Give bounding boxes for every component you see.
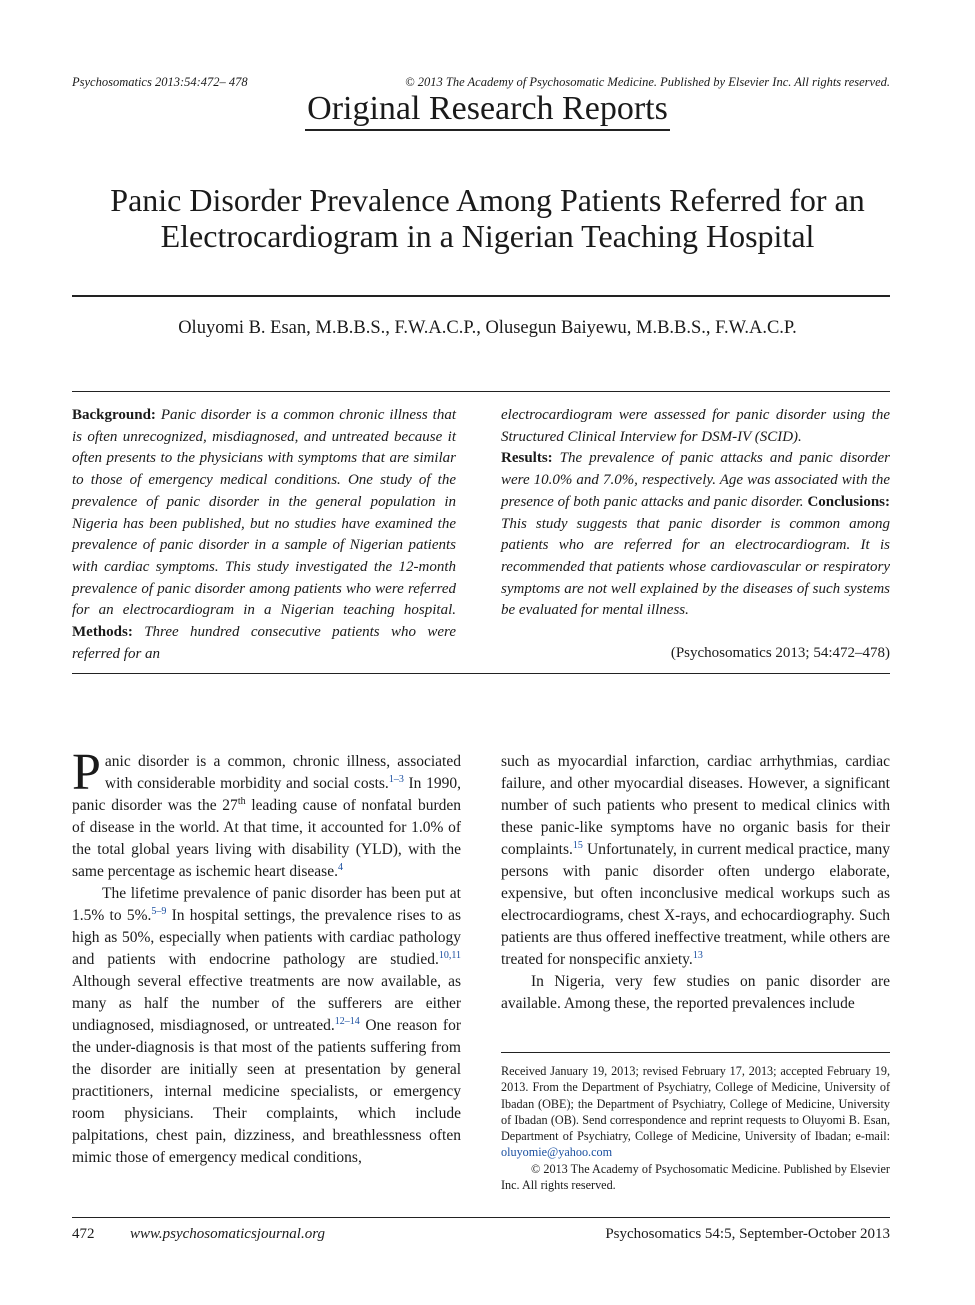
abstract-right-column bbox=[501, 405, 890, 622]
reference-link[interactable]: 13 bbox=[692, 949, 703, 961]
abstract-top-rule bbox=[72, 391, 890, 392]
header-copyright: © 2013 The Academy of Psychosomatic Medicine. Published by Elsevier Inc. All rights reserved. bbox=[405, 75, 890, 89]
reference-link[interactable]: 12–14 bbox=[334, 1015, 360, 1027]
journal-url[interactable]: www.psychosomaticsjournal.org bbox=[130, 1226, 326, 1242]
reference-link[interactable]: 15 bbox=[572, 839, 583, 851]
abstract-citation: (Psychosomatics 2013; 54:472–478) bbox=[670, 645, 890, 661]
abstract-left-column bbox=[72, 405, 456, 665]
p1-text-c: leading cause of nonfatal burden of disease in the world. At that time, it accounted for 1.0% of the total global years living with disability (YLD), with the same percentage as ischemic heart disease. bbox=[72, 797, 462, 880]
abstract-bottom-rule bbox=[72, 673, 890, 674]
title-line-1: Panic Disorder Prevalence Among Patients Referred for an bbox=[110, 182, 865, 218]
results-label: Results: bbox=[501, 450, 553, 467]
received-note bbox=[501, 1063, 890, 1161]
p1-text-a: anic disorder is a common, chronic illness, associated with considerable morbidity and social costs. bbox=[104, 753, 461, 792]
p1-text-b: In 1990, panic disorder was the 27 bbox=[72, 775, 461, 814]
drop-cap: P bbox=[72, 744, 101, 801]
footer-rule bbox=[72, 1217, 890, 1218]
p3-text-a: such as myocardial infarction, cardiac arrhythmias, cardiac failure, and other myocardial diseases. However, a significant number of such patients who present to medical clinics with these panic-like symptoms have no organic basis for their complaints. bbox=[501, 753, 890, 858]
body-paragraph-3 bbox=[501, 751, 890, 971]
background-label: Background: bbox=[72, 407, 156, 423]
p2-text-b: In hospital settings, the prevalence rises to as high as 50%, especially when patients with cardiac pathology and patients with endocrine pathology are studied. bbox=[72, 907, 461, 968]
reference-link[interactable]: 10,11 bbox=[438, 949, 461, 961]
body-left-column bbox=[72, 744, 462, 1169]
conclusions-label: Conclusions: bbox=[807, 493, 890, 510]
p2-text-d: One reason for the under-diagnosis is that most of the patients suffering from the disorder are initially seen at presentation by general practitioners, internal medicine specialists, or emergency room physicians. Their complaints, which include palpitations, chest pain, dizziness, and breathlessness often mimic those of emergency medical conditions, bbox=[72, 1017, 461, 1166]
body-paragraph-2 bbox=[72, 883, 461, 1169]
body-right-column bbox=[501, 751, 890, 1015]
authors: Oluyomi B. Esan, M.B.B.S., F.W.A.C.P., Olusegun Baiyewu, M.B.B.S., F.W.A.C.P. bbox=[178, 318, 797, 338]
p2-text-a: The lifetime prevalence of panic disorder has been put at 1.5% to 5%. bbox=[72, 885, 461, 924]
body-paragraph-1 bbox=[72, 744, 462, 883]
p2-text-c: Although several effective treatments are now available, as many as half the number of the sufferers are either undiagnosed, misdiagnosed, or untreated. bbox=[72, 973, 461, 1034]
title-rule bbox=[72, 295, 890, 297]
reference-link[interactable]: 5–9 bbox=[151, 905, 167, 917]
notes-copyright: © 2013 The Academy of Psychosomatic Medicine. Published by Elsevier Inc. All rights reserved. bbox=[501, 1161, 890, 1193]
article-notes bbox=[501, 1063, 890, 1193]
received-text: Received January 19, 2013; revised February 17, 2013; accepted February 19, 2013. From the Department of Psychiatry, College of Medicine, University of Ibadan (OBE); the Department of Psychiatry, College of Medicine, University of Ibadan (OB). Send correspondence and reprint requests to Oluyomi B. Esan, Department of Psychiatry, College of Medicine, University of Ibadan; e-mail: bbox=[501, 1064, 890, 1144]
notes-rule bbox=[501, 1052, 890, 1053]
p3-text-b: Unfortunately, in current medical practice, many persons with panic disorder often undergo elaborate, expensive, but often inconclusive medical workups such as electrocardiograms, chest X-rays, and echocardiography. Such patients are thus offered ineffective treatment, while others are treated for nonspecific anxiety. bbox=[501, 841, 890, 968]
reference-link[interactable]: 4 bbox=[337, 861, 343, 873]
methods-label: Methods: bbox=[72, 624, 133, 641]
ordinal-superscript: th bbox=[237, 795, 246, 807]
journal-issue: Psychosomatics 54:5, September-October 2013 bbox=[605, 1226, 890, 1242]
email-link[interactable]: oluyomie@yahoo.com bbox=[501, 1145, 613, 1160]
section-heading-text: Original Research Reports bbox=[305, 90, 670, 131]
background-text: Panic disorder is a common chronic illness that is often unrecognized, misdiagnosed, and untreated because it often presents to the physicians with symptoms that are similar to those of emergency medical conditions. One study of the prevalence of panic disorder in the general population in Nigeria has been published, but no studies have examined the prevalence of panic disorder in a sample of Nigerian patients with cardiac symptoms. This study investigated the 12-month prevalence of panic disorder among patients who were referred for an electrocardiogram in a Nigerian teaching hospital. bbox=[72, 407, 457, 619]
title-line-2: Electrocardiogram in a Nigerian Teaching Hospital bbox=[160, 218, 815, 254]
header-citation: Psychosomatics 2013:54:472– 478 bbox=[72, 75, 248, 89]
body-paragraph-4: In Nigeria, very few studies on panic disorder are available. Among these, the reported prevalences include bbox=[501, 973, 890, 1012]
article-title bbox=[60, 182, 915, 254]
methods-text-start: Three hundred consecutive patients who were referred for an bbox=[72, 624, 456, 662]
reference-link[interactable]: 1–3 bbox=[388, 773, 404, 785]
section-heading bbox=[0, 90, 975, 128]
conclusions-text: This study suggests that panic disorder is common among patients who are referred for an electrocardiogram. It is recommended that patients whose cardiovascular or respiratory symptoms are not well explained by the diseases of such systems be evaluated for mental illness. bbox=[501, 515, 890, 619]
page-number: 472 bbox=[72, 1226, 95, 1242]
methods-text-end: electrocardiogram were assessed for panic disorder using the Structured Clinical Interview for DSM-IV (SCID). bbox=[501, 407, 890, 445]
results-text: The prevalence of panic attacks and panic disorder were 10.0% and 7.0%, respectively. Age was associated with the presence of both panic attacks and panic disorder. bbox=[501, 450, 890, 510]
